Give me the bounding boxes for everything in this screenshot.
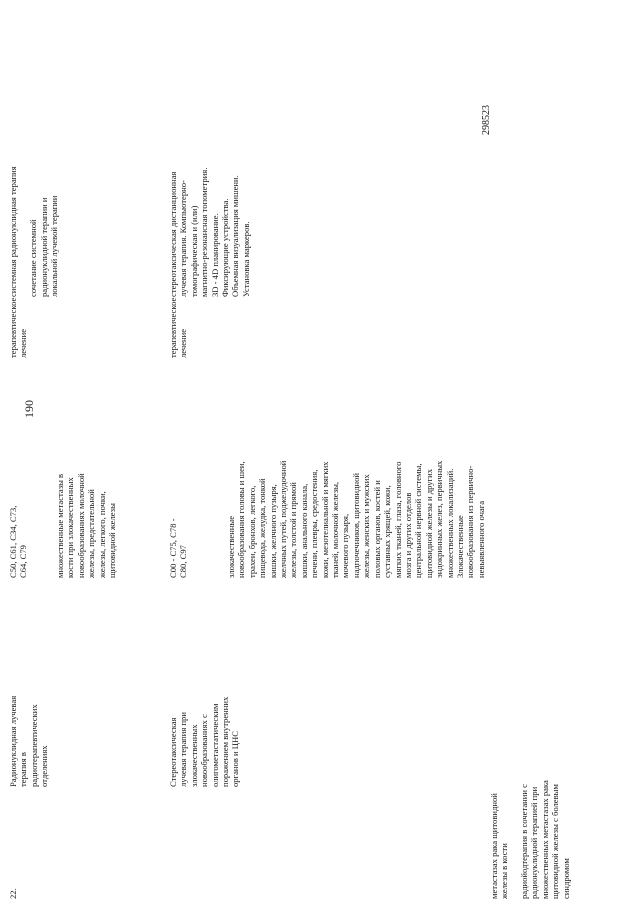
text-line: терапевтическое bbox=[168, 297, 178, 358]
text-line: терапия в bbox=[18, 752, 29, 787]
text-line: железы в кости bbox=[499, 843, 510, 899]
text-line: мозга и других отделов bbox=[402, 492, 413, 578]
text-line: стереотаксическая дистанционная bbox=[168, 171, 178, 297]
text-line: суставных хрящей, кожи, bbox=[382, 485, 393, 578]
text-line: желчных путей, поджелудочной bbox=[278, 460, 289, 578]
page-number: 190 bbox=[22, 400, 36, 418]
text-line: радионуклидной терапией при bbox=[529, 786, 540, 899]
text-line: печени, плевры, средостения, bbox=[309, 469, 320, 578]
text-line: половых органов, костей и bbox=[371, 480, 382, 578]
icd-codes bbox=[8, 506, 29, 578]
treatment-method bbox=[8, 166, 60, 297]
text-line: локальной лучевой терапии bbox=[49, 195, 60, 297]
text-line: радионуклидной терапии и bbox=[38, 197, 49, 297]
text-line: кишки, желчного пузыря, bbox=[267, 484, 278, 578]
text-line: железы, предстательной bbox=[86, 489, 97, 578]
text-line: надпочечников, щитовидной bbox=[350, 473, 361, 578]
text-line bbox=[18, 166, 28, 297]
text-line: лечение bbox=[18, 328, 29, 358]
text-line: мягких тканей, глаза, головного bbox=[392, 461, 403, 578]
text-line: Радионуклидная лучевая bbox=[8, 695, 18, 787]
text-line: Злокачественные bbox=[454, 515, 465, 578]
text-line: поражением внутренних bbox=[220, 696, 231, 787]
text-line: кости при злокачественных bbox=[65, 477, 76, 578]
text-line: 3D - 4D планирование. bbox=[209, 213, 220, 297]
text-line: Объемная визуализация мишени. bbox=[230, 175, 241, 297]
text-line: железы, толстой и прямой bbox=[288, 482, 299, 578]
text-line: множественные метастазы в bbox=[55, 473, 65, 578]
text-line: радиойодтерапия в сочетании с bbox=[519, 784, 529, 899]
text-line: новообразованиях молочной bbox=[75, 473, 86, 578]
text-line: магнитно-резонансная топометрия. bbox=[199, 167, 210, 297]
text-line: C80, C97 bbox=[178, 545, 189, 578]
text-line: томографическая и (или) bbox=[188, 205, 199, 297]
text-line: новообразования головы и шеи, bbox=[236, 461, 247, 578]
text-line: отделениях bbox=[39, 745, 50, 787]
text-line: эндокринных желез, первичных bbox=[434, 460, 445, 578]
text-line: олигометастатическим bbox=[209, 703, 220, 787]
text-line: системная радионуклидная терапия bbox=[8, 166, 18, 297]
text-line: терапевтическое bbox=[8, 297, 18, 358]
text-line: Стереотаксическая bbox=[168, 717, 178, 787]
text-line: невыявленного очага bbox=[475, 500, 486, 578]
text-line: C50, C61, C34, C73, bbox=[8, 505, 18, 578]
text-line: радиотерапевтических bbox=[28, 704, 39, 787]
text-line: злокачественных bbox=[188, 724, 199, 787]
text-line: новообразования из первично- bbox=[465, 465, 476, 578]
text-line: синдромом bbox=[560, 858, 571, 899]
text-line: злокачественные bbox=[226, 515, 236, 578]
text-line: центральной нервной системы, bbox=[413, 463, 424, 578]
text-line: C64, C79 bbox=[18, 545, 29, 578]
text-line: лучевая терапия. Компьютерно- bbox=[178, 180, 189, 297]
text-line: Фиксирующие устройства. bbox=[220, 198, 231, 297]
text-line: щитовидной железы с болевым bbox=[550, 784, 561, 899]
text-line: трахеи, бронхов, легкого, bbox=[246, 485, 257, 578]
text-line: множественных метастазах рака bbox=[539, 780, 550, 899]
text-line: Установка маркеров. bbox=[240, 221, 251, 297]
text-line: щитовидной железы bbox=[107, 503, 118, 578]
text-line: тканей, молочной железы, bbox=[330, 481, 341, 578]
text-line: пищевода, желудка, тонкой bbox=[257, 478, 268, 578]
disease-description bbox=[55, 473, 117, 578]
text-line: метастазах рака щитовидной bbox=[489, 793, 499, 899]
document-number: 298523 bbox=[481, 105, 492, 135]
text-line: органов и ЦНС bbox=[230, 731, 241, 787]
text-line: железы, женских и мужских bbox=[361, 474, 372, 578]
text-line: лечение bbox=[178, 328, 189, 358]
text-line: железы, легкого, почки, bbox=[96, 491, 107, 578]
text-line: сочетание системной bbox=[28, 219, 39, 297]
text-line: C00 - C75, C78 - bbox=[168, 518, 178, 578]
text-line: кожи, мезотелиальной и мягких bbox=[319, 461, 330, 578]
text-line: кишки, анального канала, bbox=[298, 483, 309, 578]
text-line: новообразованиях с bbox=[199, 714, 210, 787]
text-line: множественных локализаций. bbox=[444, 468, 455, 578]
row-number: 22. bbox=[8, 888, 18, 899]
text-line: лучевая терапия при bbox=[178, 712, 189, 787]
treatment-type bbox=[8, 298, 29, 358]
text-line: щитовидной железы и других bbox=[423, 468, 434, 578]
treatment-name bbox=[8, 696, 50, 787]
text-line: мочевого пузыря, bbox=[340, 513, 351, 578]
